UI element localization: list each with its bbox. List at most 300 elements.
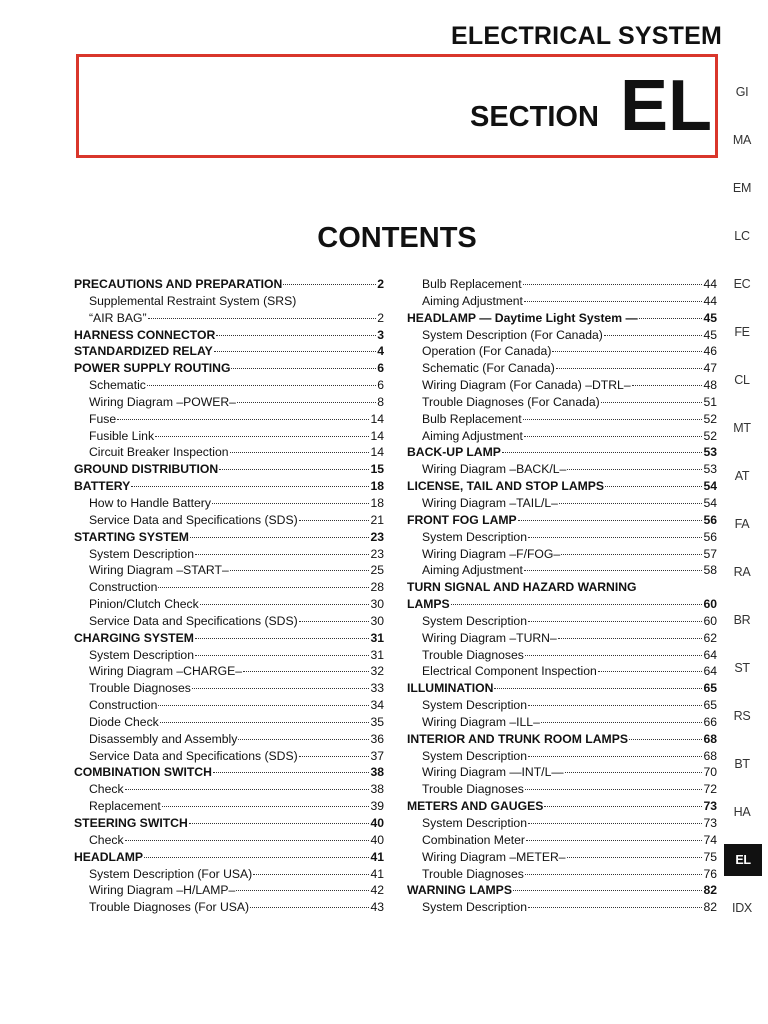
toc-entry-page: 40 xyxy=(370,816,384,830)
dot-leader xyxy=(117,419,369,420)
toc-entry-title: Combination Meter xyxy=(422,832,525,847)
toc-entry[interactable] xyxy=(74,764,384,781)
dot-leader xyxy=(629,739,702,740)
toc-entry-title: HARNESS CONNECTOR xyxy=(74,327,216,342)
dot-leader xyxy=(195,655,369,656)
toc-entry[interactable] xyxy=(407,343,717,360)
toc-entry[interactable] xyxy=(74,394,384,411)
dot-leader xyxy=(213,772,370,773)
toc-entry[interactable] xyxy=(74,899,384,916)
toc-entry[interactable] xyxy=(407,781,717,798)
section-tab-at[interactable]: AT xyxy=(734,469,750,483)
toc-entry-title: Electrical Component Inspection xyxy=(422,664,597,679)
dot-leader xyxy=(190,537,370,538)
toc-entry[interactable] xyxy=(407,377,717,394)
toc-entry-page: 74 xyxy=(703,832,717,847)
toc-entry-title: TURN SIGNAL AND HAZARD WARNING xyxy=(407,580,637,595)
toc-entry-title: System Description (For USA) xyxy=(89,866,253,881)
toc-entry-page: 2 xyxy=(377,277,384,291)
toc-entry-page: 35 xyxy=(370,714,384,729)
dot-leader xyxy=(528,907,702,908)
toc-entry-page: 65 xyxy=(703,698,717,713)
toc-entry-title: Wiring Diagram –TURN– xyxy=(422,630,557,645)
toc-entry[interactable] xyxy=(74,343,384,360)
toc-entry[interactable] xyxy=(407,630,717,647)
dot-leader xyxy=(526,840,702,841)
toc-entry[interactable] xyxy=(407,562,717,579)
toc-entry-page: 39 xyxy=(370,799,384,814)
toc-entry-title: System Description xyxy=(422,900,527,915)
toc-entry-title: Wiring Diagram –START– xyxy=(89,563,229,578)
toc-entry-title: System Description xyxy=(422,816,527,830)
toc-entry[interactable] xyxy=(407,411,717,428)
dot-leader xyxy=(451,604,703,605)
toc-entry[interactable] xyxy=(74,512,384,529)
toc-entry-title: Trouble Diagnoses xyxy=(422,866,524,881)
toc-entry-page: 36 xyxy=(370,731,384,746)
toc-entry-page: 45 xyxy=(703,327,717,342)
toc-entry-title: Wiring Diagram –METER– xyxy=(422,849,566,864)
toc-entry[interactable] xyxy=(407,579,717,596)
toc-entry-title: Fuse xyxy=(89,411,117,426)
toc-entry-page: 18 xyxy=(370,495,384,510)
toc-entry[interactable] xyxy=(407,613,717,630)
toc-entry[interactable] xyxy=(407,428,717,445)
dot-leader xyxy=(250,907,369,908)
dot-leader xyxy=(144,857,369,858)
toc-entry[interactable] xyxy=(74,461,384,478)
toc-right-column xyxy=(407,276,717,916)
toc-entry[interactable] xyxy=(407,596,717,613)
dot-leader xyxy=(216,335,376,336)
toc-entry-title: Check xyxy=(89,832,124,847)
toc-entry-title: Service Data and Specifications (SDS) xyxy=(89,748,298,763)
toc-entry-page: 54 xyxy=(703,495,717,510)
toc-entry[interactable] xyxy=(74,310,384,327)
toc-entry-title: Bulb Replacement xyxy=(422,411,522,426)
toc-entry[interactable] xyxy=(74,579,384,596)
toc-entry-title: POWER SUPPLY ROUTING xyxy=(74,361,231,376)
toc-entry-page: 44 xyxy=(703,277,717,291)
toc-entry-page: 62 xyxy=(703,630,717,645)
toc-entry-title: ILLUMINATION xyxy=(407,681,494,696)
toc-entry-title: How to Handle Battery xyxy=(89,495,211,510)
toc-entry[interactable] xyxy=(74,882,384,899)
dot-leader xyxy=(601,402,703,403)
toc-entry-title: PRECAUTIONS AND PREPARATION xyxy=(74,277,283,291)
toc-entry-page: 64 xyxy=(703,647,717,662)
dot-leader xyxy=(556,368,703,369)
section-tab-em[interactable]: EM xyxy=(732,181,752,195)
toc-entry-title: FRONT FOG LAMP xyxy=(407,512,517,527)
dot-leader xyxy=(125,789,370,790)
toc-entry-page: 52 xyxy=(703,411,717,426)
toc-entry[interactable] xyxy=(74,613,384,630)
dot-leader xyxy=(567,469,702,470)
dot-leader xyxy=(162,806,370,807)
toc-entry-page: 76 xyxy=(703,866,717,881)
toc-entry-page: 30 xyxy=(370,597,384,612)
section-tab-mt[interactable]: MT xyxy=(733,421,751,435)
toc-entry[interactable] xyxy=(407,815,717,832)
page-header-title: ELECTRICAL SYSTEM xyxy=(450,22,722,50)
toc-entry-page: 51 xyxy=(703,394,717,409)
toc-entry[interactable] xyxy=(407,360,717,377)
toc-entry-title: CHARGING SYSTEM xyxy=(74,630,194,645)
toc-entry-page: 8 xyxy=(377,394,384,409)
toc-entry[interactable] xyxy=(407,697,717,714)
section-tab-ra[interactable]: RA xyxy=(733,565,751,579)
toc-entry[interactable] xyxy=(74,478,384,495)
toc-entry-title: BATTERY xyxy=(74,479,131,494)
dot-leader xyxy=(632,385,703,386)
toc-entry-title: Aiming Adjustment xyxy=(422,293,523,308)
toc-entry-page: 14 xyxy=(370,428,384,443)
toc-entry[interactable] xyxy=(407,394,717,411)
toc-entry-title: Service Data and Specifications (SDS) xyxy=(89,512,298,527)
dot-leader xyxy=(598,671,703,672)
toc-entry[interactable] xyxy=(74,630,384,647)
toc-entry[interactable] xyxy=(407,714,717,731)
toc-entry-page: 21 xyxy=(370,512,384,527)
dot-leader xyxy=(523,284,703,285)
contents-title: CONTENTS xyxy=(317,222,477,254)
toc-entry[interactable] xyxy=(407,276,717,293)
dot-leader xyxy=(494,688,702,689)
toc-entry[interactable] xyxy=(74,748,384,765)
dot-leader xyxy=(552,351,702,352)
toc-entry-title: Supplemental Restraint System (SRS) xyxy=(89,293,297,308)
section-tab-br[interactable]: BR xyxy=(733,613,751,627)
toc-entry-title: INTERIOR AND TRUNK ROOM LAMPS xyxy=(407,731,628,746)
toc-entry-page: 54 xyxy=(703,479,717,494)
toc-entry-page: 68 xyxy=(703,748,717,763)
toc-entry[interactable] xyxy=(407,546,717,563)
toc-entry-page: 68 xyxy=(703,731,717,746)
dot-leader xyxy=(230,452,370,453)
dot-leader xyxy=(541,722,703,723)
toc-entry[interactable] xyxy=(407,647,717,664)
toc-entry-title: Check xyxy=(89,782,124,797)
dot-leader xyxy=(131,486,369,487)
toc-entry-title: Diode Check xyxy=(89,714,159,729)
toc-entry[interactable] xyxy=(407,327,717,344)
section-tab-el[interactable]: EL xyxy=(724,844,762,876)
toc-entry-title: HEADLAMP xyxy=(74,849,144,864)
toc-entry[interactable] xyxy=(74,444,384,461)
toc-entry-page: 75 xyxy=(703,849,717,864)
toc-entry-title: “AIR BAG” xyxy=(89,310,147,325)
toc-entry-page: 34 xyxy=(370,698,384,713)
toc-entry[interactable] xyxy=(407,832,717,849)
section-tab-ec[interactable]: EC xyxy=(733,277,751,291)
dot-leader xyxy=(238,739,369,740)
toc-entry[interactable] xyxy=(74,562,384,579)
toc-entry-page: 14 xyxy=(370,411,384,426)
toc-entry-title: STARTING SYSTEM xyxy=(74,529,189,544)
section-tab-fe[interactable]: FE xyxy=(734,325,750,339)
toc-entry-page: 45 xyxy=(703,310,717,325)
dot-leader xyxy=(236,890,369,891)
toc-entry-title: Disassembly and Assembly xyxy=(89,731,238,746)
section-tab-ma[interactable]: MA xyxy=(732,133,752,147)
toc-entry-title: Operation (For Canada) xyxy=(422,344,552,359)
toc-entry[interactable] xyxy=(74,411,384,428)
toc-entry-title: Wiring Diagram –POWER– xyxy=(89,394,236,409)
toc-entry[interactable] xyxy=(407,461,717,478)
dot-leader xyxy=(125,840,370,841)
toc-entry-title: Wiring Diagram (For Canada) –DTRL– xyxy=(422,378,631,393)
dot-leader xyxy=(237,402,376,403)
toc-entry-page: 37 xyxy=(370,748,384,763)
dot-leader xyxy=(214,351,376,352)
toc-entry-page: 57 xyxy=(703,546,717,561)
toc-entry-title: WARNING LAMPS xyxy=(407,883,512,898)
toc-entry[interactable] xyxy=(74,647,384,664)
toc-entry-title: Trouble Diagnoses xyxy=(422,647,524,662)
toc-entry-page: 56 xyxy=(703,529,717,544)
toc-entry-title: Trouble Diagnoses (For USA) xyxy=(89,900,250,915)
toc-entry-title: Wiring Diagram –H/LAMP– xyxy=(89,883,236,898)
dot-leader xyxy=(528,756,702,757)
toc-entry[interactable] xyxy=(74,529,384,546)
toc-entry-page: 6 xyxy=(377,361,384,376)
dot-leader xyxy=(299,520,370,521)
toc-entry-title: Aiming Adjustment xyxy=(422,563,523,578)
toc-entry[interactable] xyxy=(74,849,384,866)
dot-leader xyxy=(155,436,369,437)
toc-entry-title: Schematic (For Canada) xyxy=(422,361,555,376)
toc-entry-page: 82 xyxy=(703,900,717,915)
toc-entry-title: Wiring Diagram —INT/L— xyxy=(422,765,564,780)
toc-entry[interactable] xyxy=(74,546,384,563)
toc-entry-page: 38 xyxy=(370,782,384,797)
toc-entry-page: 73 xyxy=(703,799,717,814)
toc-entry[interactable] xyxy=(407,899,717,916)
toc-entry-title: STANDARDIZED RELAY xyxy=(74,344,213,359)
toc-entry-page: 23 xyxy=(370,529,384,544)
toc-entry-page: 82 xyxy=(703,883,717,898)
toc-entry[interactable] xyxy=(74,866,384,883)
toc-entry-page: 64 xyxy=(703,664,717,679)
section-tab-rs[interactable]: RS xyxy=(733,709,751,723)
dot-leader xyxy=(158,705,369,706)
toc-entry-page: 4 xyxy=(377,344,384,359)
toc-entry-title: Trouble Diagnoses (For Canada) xyxy=(422,394,600,409)
toc-entry[interactable] xyxy=(407,529,717,546)
toc-entry[interactable] xyxy=(74,798,384,815)
toc-entry-page: 28 xyxy=(370,580,384,595)
toc-entry-page: 31 xyxy=(370,647,384,662)
dot-leader xyxy=(524,570,703,571)
toc-entry-page: 32 xyxy=(370,664,384,679)
toc-entry[interactable] xyxy=(407,764,717,781)
toc-entry-title: Trouble Diagnoses xyxy=(422,782,524,797)
dot-leader xyxy=(160,722,370,723)
toc-entry[interactable] xyxy=(74,293,384,310)
toc-entry-page: 58 xyxy=(703,563,717,578)
toc-entry-title: Pinion/Clutch Check xyxy=(89,597,199,612)
dot-leader xyxy=(528,823,702,824)
toc-entry-page: 42 xyxy=(370,883,384,898)
toc-entry-page: 25 xyxy=(370,563,384,578)
toc-entry-title: STEERING SWITCH xyxy=(74,816,188,830)
toc-entry-page: 60 xyxy=(703,613,717,628)
toc-entry[interactable] xyxy=(407,849,717,866)
dot-leader xyxy=(559,503,703,504)
dot-leader xyxy=(525,874,703,875)
toc-entry-title: Aiming Adjustment xyxy=(422,428,523,443)
toc-entry-title: System Description xyxy=(422,698,527,713)
toc-entry[interactable] xyxy=(74,428,384,445)
dot-leader xyxy=(565,772,703,773)
toc-entry-page: 72 xyxy=(703,782,717,797)
toc-entry-page: 15 xyxy=(370,462,384,477)
toc-entry-title: Construction xyxy=(89,698,158,713)
section-code: EL xyxy=(620,66,713,146)
toc-entry-page: 33 xyxy=(370,681,384,696)
dot-leader xyxy=(147,385,376,386)
toc-entry-page: 18 xyxy=(370,479,384,494)
section-tab-gi[interactable]: GI xyxy=(735,85,749,99)
toc-entry-page: 53 xyxy=(703,445,717,460)
section-tab-ha[interactable]: HA xyxy=(733,805,751,819)
toc-entry[interactable] xyxy=(74,360,384,377)
dot-leader xyxy=(525,655,703,656)
toc-entry-page: 73 xyxy=(703,816,717,830)
toc-entry[interactable] xyxy=(407,444,717,461)
toc-entry[interactable] xyxy=(74,327,384,344)
toc-entry[interactable] xyxy=(74,697,384,714)
toc-entry-page: 3 xyxy=(377,327,384,342)
section-tab-cl[interactable]: CL xyxy=(734,373,750,387)
toc-entry-page: 53 xyxy=(703,462,717,477)
toc-entry-title: BACK-UP LAMP xyxy=(407,445,501,460)
toc-entry-page: 60 xyxy=(703,597,717,612)
toc-entry-page: 2 xyxy=(377,310,384,325)
toc-entry[interactable] xyxy=(407,882,717,899)
dot-leader xyxy=(189,823,370,824)
toc-entry-title: GROUND DISTRIBUTION xyxy=(74,462,219,477)
toc-entry-title: System Description xyxy=(422,748,527,763)
toc-entry-title: Circuit Breaker Inspection xyxy=(89,445,229,460)
toc-entry-page: 6 xyxy=(377,378,384,393)
toc-entry-title: Bulb Replacement xyxy=(422,277,522,291)
dot-leader xyxy=(299,756,370,757)
toc-entry-title: METERS AND GAUGES xyxy=(407,799,544,814)
dot-leader xyxy=(212,503,370,504)
toc-entry-title: Wiring Diagram –ILL– xyxy=(422,714,540,729)
dot-leader xyxy=(528,537,702,538)
section-tab-fa[interactable]: FA xyxy=(734,517,750,531)
dot-leader xyxy=(567,857,703,858)
toc-entry-title: System Description xyxy=(89,546,194,561)
section-tab-bt[interactable]: BT xyxy=(734,757,750,771)
toc-entry-page: 52 xyxy=(703,428,717,443)
toc-entry[interactable] xyxy=(74,680,384,697)
toc-entry[interactable] xyxy=(74,495,384,512)
toc-entry[interactable] xyxy=(74,714,384,731)
dot-leader xyxy=(518,520,703,521)
dot-leader xyxy=(230,570,370,571)
toc-entry-title: LICENSE, TAIL AND STOP LAMPS xyxy=(407,479,605,494)
toc-entry-title: Trouble Diagnoses xyxy=(89,681,191,696)
dot-leader xyxy=(192,688,370,689)
toc-entry-title: Wiring Diagram –TAIL/L– xyxy=(422,495,558,510)
toc-entry-page: 31 xyxy=(370,630,384,645)
dot-leader xyxy=(231,368,376,369)
toc-entry[interactable] xyxy=(407,495,717,512)
toc-entry[interactable] xyxy=(407,478,717,495)
toc-entry-title: HEADLAMP — Daytime Light System — xyxy=(407,310,638,325)
toc-entry[interactable] xyxy=(407,866,717,883)
dot-leader xyxy=(148,318,377,319)
toc-entry[interactable] xyxy=(74,832,384,849)
toc-entry-page: 14 xyxy=(370,445,384,460)
toc-entry[interactable] xyxy=(407,512,717,529)
toc-entry-page: 41 xyxy=(370,849,384,864)
dot-leader xyxy=(158,587,369,588)
dot-leader xyxy=(195,638,370,639)
toc-entry-page: 56 xyxy=(703,512,717,527)
toc-entry[interactable] xyxy=(407,731,717,748)
toc-entry[interactable] xyxy=(407,680,717,697)
toc-entry[interactable] xyxy=(407,293,717,310)
toc-entry[interactable] xyxy=(407,798,717,815)
toc-entry[interactable] xyxy=(407,663,717,680)
toc-entry[interactable] xyxy=(74,663,384,680)
dot-leader xyxy=(604,335,703,336)
toc-entry-page: 46 xyxy=(703,344,717,359)
toc-entry[interactable] xyxy=(407,748,717,765)
toc-left-column xyxy=(74,276,384,916)
toc-entry-title: Fusible Link xyxy=(89,428,155,443)
dot-leader xyxy=(605,486,702,487)
dot-leader xyxy=(243,671,369,672)
toc-entry-title: LAMPS xyxy=(407,597,450,612)
dot-leader xyxy=(219,469,369,470)
section-tab-st[interactable]: ST xyxy=(734,661,750,675)
section-tab-idx[interactable]: IDX xyxy=(732,901,752,915)
toc-entry[interactable] xyxy=(407,310,717,327)
dot-leader xyxy=(513,890,702,891)
dot-leader xyxy=(524,301,703,302)
toc-entry-title: Wiring Diagram –F/FOG– xyxy=(422,546,561,561)
toc-entry-page: 43 xyxy=(370,900,384,915)
toc-entry[interactable] xyxy=(74,815,384,832)
toc-entry-page: 44 xyxy=(703,293,717,308)
dot-leader xyxy=(253,874,369,875)
section-tab-lc[interactable]: LC xyxy=(734,229,750,243)
dot-leader xyxy=(523,419,703,420)
toc-entry[interactable] xyxy=(74,596,384,613)
toc-entry[interactable] xyxy=(74,377,384,394)
toc-entry-title: Wiring Diagram –CHARGE– xyxy=(89,664,243,679)
dot-leader xyxy=(524,436,703,437)
dot-leader xyxy=(299,621,370,622)
dot-leader xyxy=(561,554,702,555)
toc-entry-page: 48 xyxy=(703,378,717,393)
toc-entry-page: 66 xyxy=(703,714,717,729)
dot-leader xyxy=(502,452,703,453)
toc-entry[interactable] xyxy=(74,781,384,798)
toc-entry-page: 47 xyxy=(703,361,717,376)
toc-entry[interactable] xyxy=(74,276,384,293)
toc-entry[interactable] xyxy=(74,731,384,748)
dot-leader xyxy=(558,638,703,639)
toc-entry-title: Replacement xyxy=(89,799,161,814)
toc-entry-page: 65 xyxy=(703,681,717,696)
